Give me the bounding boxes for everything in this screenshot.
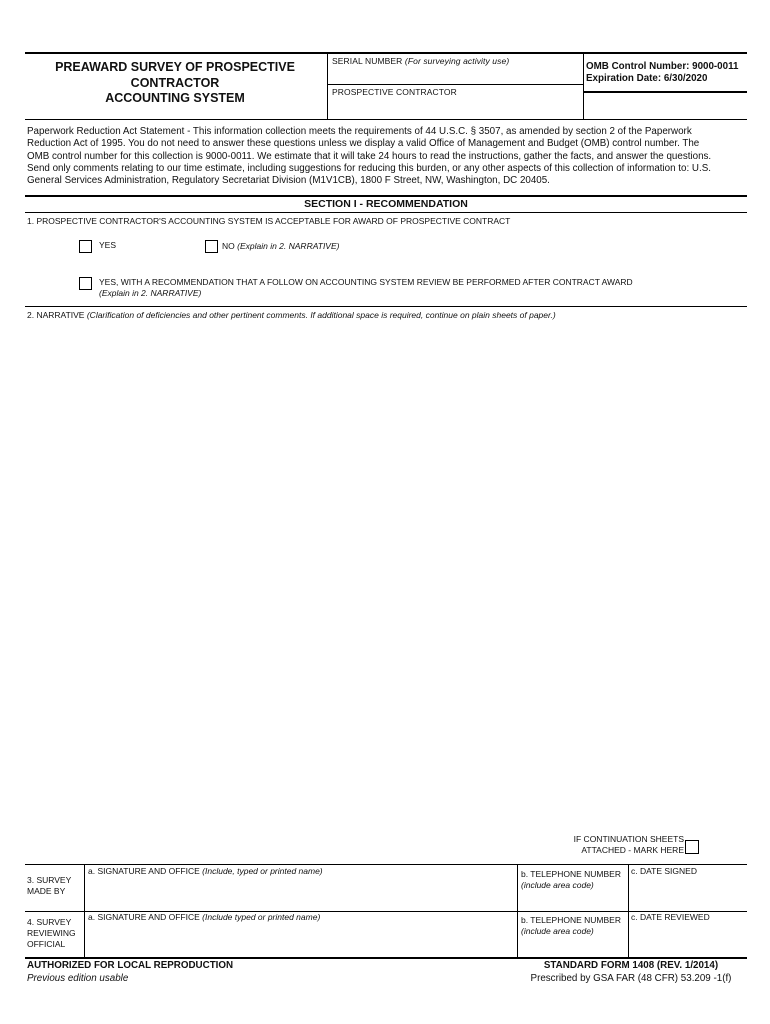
paperwork-line: Send only comments relating to our time estimate, including suggestions for reducing this burden, or any other aspects of this collection of information to: U.S. <box>27 162 711 174</box>
form-title <box>25 60 325 107</box>
section1-heading-divider <box>25 212 747 213</box>
serial-number-field[interactable] <box>332 56 509 66</box>
no-option-label <box>222 241 339 252</box>
telephone-label: b. TELEPHONE NUMBER <box>521 915 621 925</box>
survey-reviewing-label <box>27 917 76 950</box>
standard-form-number: STANDARD FORM 1408 (REV. 1/2014) <box>543 960 719 971</box>
survey-reviewing-date-field[interactable] <box>631 912 710 923</box>
prescribed-by: Prescribed by GSA FAR (48 CFR) 53.209 -1(f) <box>530 972 732 984</box>
section1-heading: SECTION I - RECOMMENDATION <box>304 198 468 210</box>
survey-made-line2: MADE BY <box>27 886 66 896</box>
serial-number-label: SERIAL NUMBER <box>332 56 403 66</box>
no-checkbox[interactable] <box>205 240 218 253</box>
telephone-note: (include area code) <box>521 880 594 890</box>
paperwork-line: Paperwork Reduction Act Statement - This information collection meets the requirements of 44 U.S.C. § 3507, as amended by section 2 of the Paperwork <box>27 126 692 137</box>
no-label: NO <box>222 241 235 251</box>
header-divider-left <box>327 52 328 119</box>
narrative-top-border <box>25 306 747 307</box>
continuation-line1: IF CONTINUATION SHEETS <box>573 834 684 844</box>
yes-followon-checkbox[interactable] <box>79 277 92 290</box>
date-signed-label: c. DATE SIGNED <box>631 866 697 876</box>
prospective-contractor-field[interactable] <box>332 87 457 97</box>
continuation-sheets-label <box>568 834 684 856</box>
footer-left <box>27 960 233 985</box>
paperwork-line: General Services Administration, Regulatory Secretariat Division (M1V1CB), 1800 F Street, NW, Washington, DC 20405. <box>27 175 550 187</box>
continuation-line2: ATTACHED - MARK HERE <box>581 845 684 855</box>
prospective-contractor-label: PROSPECTIVE CONTRACTOR <box>332 87 457 97</box>
item1-label: 1. PROSPECTIVE CONTRACTOR'S ACCOUNTING SYSTEM IS ACCEPTABLE FOR AWARD OF PROSPECTIVE CONTRACT <box>27 216 511 226</box>
paperwork-line: Reduction Act of 1995. You do not need to answer these questions unless we display a valid Office of Management and Budget (OMB) control number. The <box>27 138 700 150</box>
narrative-label-row <box>27 310 556 321</box>
survey-made-telephone-field[interactable] <box>521 869 621 891</box>
signature-block-top-border <box>25 864 747 865</box>
omb-expiration-date: Expiration Date: 6/30/2020 <box>586 73 708 84</box>
date-reviewed-label: c. DATE REVIEWED <box>631 912 710 922</box>
survey-reviewing-telephone-field[interactable] <box>521 915 621 937</box>
paperwork-line: OMB control number for this collection is 9000-0011. We estimate that it will take 24 hours to read the instructions, gather the facts, and answer the questions. <box>27 150 712 162</box>
narrative-text-area[interactable] <box>25 324 747 824</box>
serial-contractor-divider <box>327 84 583 85</box>
yes-checkbox[interactable] <box>79 240 92 253</box>
narrative-note: (Clarification of deficiencies and other pertinent comments. If additional space is required, continue on plain sheets of paper.) <box>86 310 556 320</box>
paperwork-reduction-statement <box>27 126 747 187</box>
survey-made-signature-field[interactable] <box>88 866 323 877</box>
signature-label: a. SIGNATURE AND OFFICE <box>88 912 200 922</box>
previous-edition-note: Previous edition usable <box>27 972 129 984</box>
survey-reviewing-line2: REVIEWING <box>27 928 76 938</box>
survey-reviewing-line1: 4. SURVEY <box>27 917 72 927</box>
signature-note: (Include typed or printed name) <box>202 912 321 922</box>
omb-control-number: OMB Control Number: 9000-0011 <box>586 61 739 72</box>
signature-note: (Include, typed or printed name) <box>202 866 323 876</box>
form-title-line2: CONTRACTOR <box>130 75 220 90</box>
yes-followon-label: YES, WITH A RECOMMENDATION THAT A FOLLOW ON ACCOUNTING SYSTEM REVIEW BE PERFORMED AFTER CONTRACT AWARD <box>99 277 633 287</box>
form-title-line1: PREAWARD SURVEY OF PROSPECTIVE <box>55 60 295 74</box>
yes-label: YES <box>99 240 117 250</box>
omb-box <box>583 52 747 93</box>
section1-top-border <box>25 195 747 197</box>
survey-reviewing-signature-field[interactable] <box>88 912 320 923</box>
footer-right <box>520 960 742 985</box>
signature-label: a. SIGNATURE AND OFFICE <box>88 866 200 876</box>
survey-made-date-field[interactable] <box>631 866 697 877</box>
continuation-checkbox[interactable] <box>685 840 699 854</box>
header-bottom-border <box>25 119 747 120</box>
yes-followon-note: (Explain in 2. NARRATIVE) <box>99 288 202 298</box>
survey-made-by-label <box>27 875 71 897</box>
form-title-line3: ACCOUNTING SYSTEM <box>105 91 245 105</box>
survey-reviewing-line3: OFFICIAL <box>27 939 66 949</box>
narrative-label: 2. NARRATIVE <box>27 310 85 320</box>
no-note: (Explain in 2. NARRATIVE) <box>237 241 340 251</box>
serial-number-note: (For surveying activity use) <box>404 56 510 66</box>
telephone-label: b. TELEPHONE NUMBER <box>521 869 621 879</box>
footer-top-border <box>25 957 747 959</box>
survey-made-line1: 3. SURVEY <box>27 875 72 885</box>
authorized-reproduction: AUTHORIZED FOR LOCAL REPRODUCTION <box>27 960 234 971</box>
telephone-note: (include area code) <box>521 926 594 936</box>
